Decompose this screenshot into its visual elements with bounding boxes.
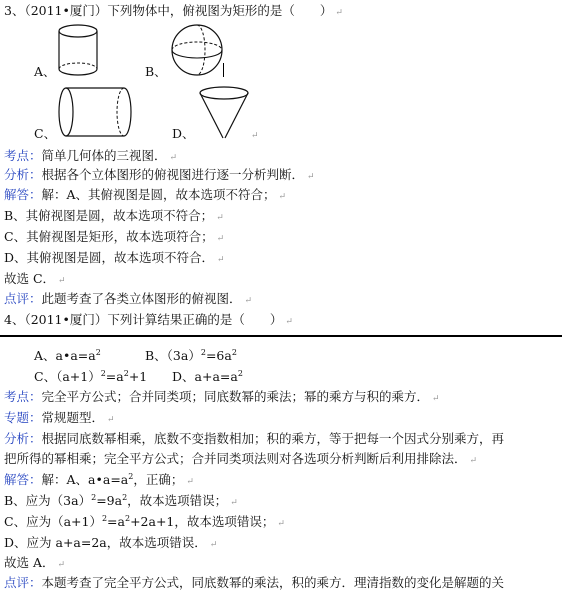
q3-dianping: 点评：此题考查了各类立体图形的俯视图． ↵ bbox=[4, 291, 253, 306]
q4-option-b: B、$(3a)^2=6a^2$ bbox=[145, 347, 237, 363]
cone-figure bbox=[196, 84, 252, 142]
q4-title: 4、（2011•厦门）下列计算结果正确的是（ ） ↵ bbox=[4, 312, 293, 327]
q4-fenxi-line2: 把所得的幂相乘；完全平方公式；合并同类项法则对各选项分析判断后利用排除法． ↵ bbox=[4, 451, 478, 466]
q3-kaodian: 考点：简单几何体的三视图． ↵ bbox=[4, 148, 178, 163]
q3-d-line: D、其俯视图是圆，故本选项不符合． ↵ bbox=[4, 250, 225, 265]
q3-jieda: 解答：解：A、其俯视图是圆，故本选项不符合； ↵ bbox=[4, 187, 287, 202]
q4-kaodian: 考点：完全平方公式；合并同类项；同底数幂的乘法；幂的乘方与积的乘方． ↵ bbox=[4, 389, 440, 404]
page-break-divider bbox=[0, 335, 562, 337]
q4-b-line: B、应为$(3a)^2=9a^2$，故本选项错误； ↵ bbox=[4, 492, 238, 508]
q3-option-c-label: C、 bbox=[34, 126, 57, 141]
q4-answer: 故选 A． ↵ bbox=[4, 555, 66, 570]
cylinder-figure bbox=[54, 22, 102, 80]
q4-jieda: 解答：解：A、$a•a=a^2$，正确； ↵ bbox=[4, 471, 194, 487]
paragraph-mark-icon: ↵ bbox=[251, 131, 259, 141]
q3-answer: 故选 C． ↵ bbox=[4, 271, 66, 286]
q3-title: 3、（2011•厦门）下列物体中，俯视图为矩形的是（ ） ↵ bbox=[4, 3, 343, 18]
q4-fenxi-line1: 分析：根据同底数幂相乘，底数不变指数相加；积的乘方，等于把每一个因式分别乘方，再 bbox=[4, 431, 505, 446]
q3-option-d-label: D、 bbox=[172, 126, 195, 141]
q4-zhuanti: 专题：常规题型． ↵ bbox=[4, 410, 115, 425]
q4-d-line: D、应为 a+a=2a，故本选项错误． ↵ bbox=[4, 535, 218, 550]
q4-option-a: A、$a•a=a^2$ bbox=[34, 347, 101, 363]
q4-c-line: C、应为$(a+1)^2=a^2+2a+1$，故本选项错误； ↵ bbox=[4, 513, 285, 529]
q4-option-c: C、$(a+1)^2=a^2+1$ bbox=[34, 368, 148, 384]
q3-fenxi: 分析：根据各个立体图形的俯视图进行逐一分析判断． ↵ bbox=[4, 167, 315, 182]
horizontal-cylinder-figure bbox=[56, 84, 136, 140]
q3-option-a-label: A、 bbox=[34, 64, 56, 79]
q3-c-line: C、其俯视图是矩形，故本选项符合； ↵ bbox=[4, 229, 225, 244]
q3-option-b-label: B、 bbox=[145, 64, 167, 79]
q3-b-line: B、其俯视图是圆，故本选项不符合； ↵ bbox=[4, 208, 224, 223]
q4-dianping: 点评：本题考查了完全平方公式，同底数幂的乘法，积的乘方．理清指数的变化是解题的关 bbox=[4, 575, 505, 590]
q4-option-d: D、$a+a=a^2$ bbox=[172, 368, 243, 384]
text-cursor bbox=[223, 63, 224, 77]
